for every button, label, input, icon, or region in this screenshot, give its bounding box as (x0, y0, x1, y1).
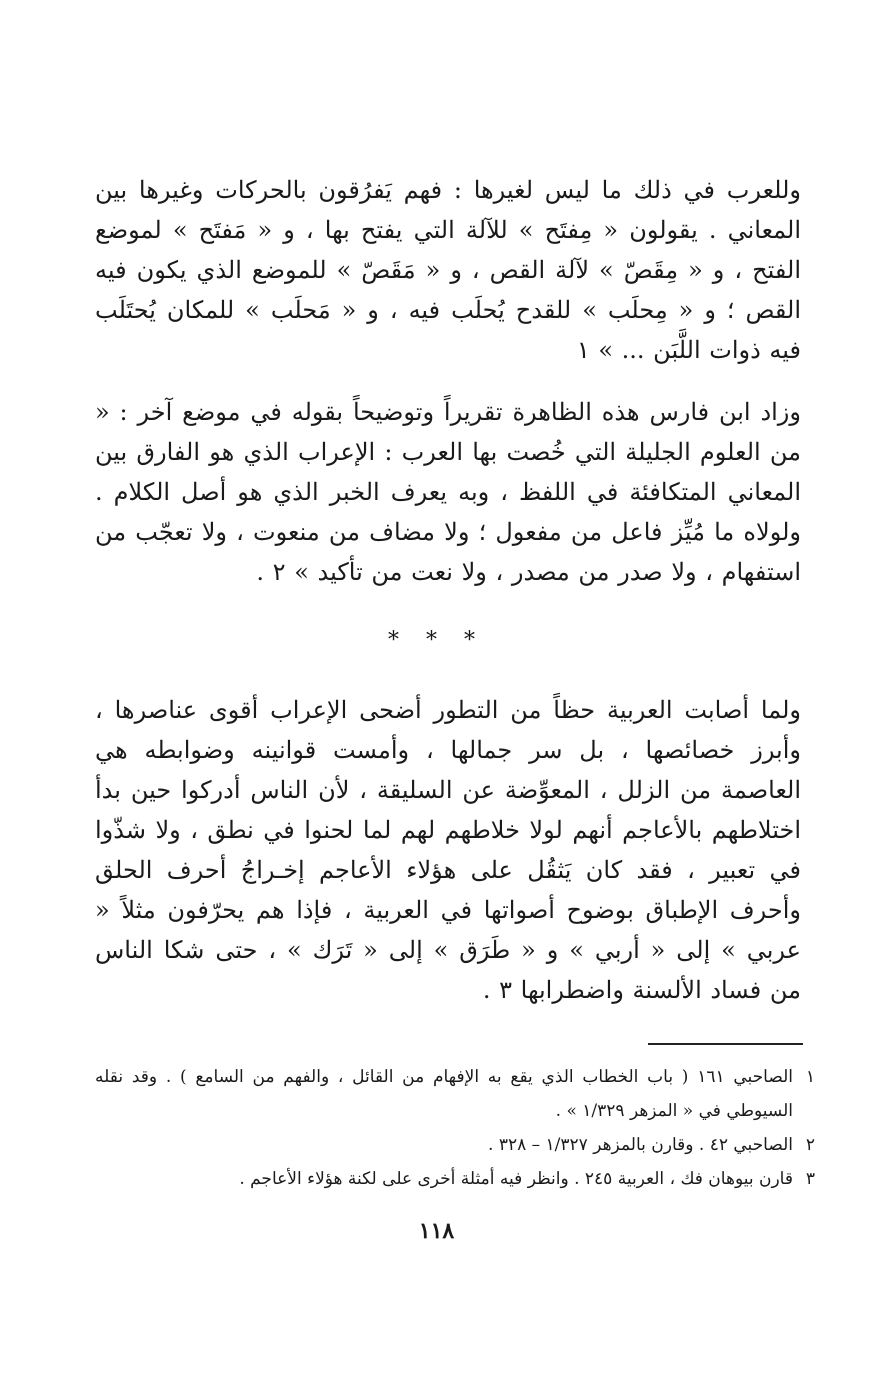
paragraph-2: وزاد ابن فارس هذه الظاهرة تقريراً وتوضيحاً بقوله في موضع آخر : « من العلوم الجليلة التي خُصت بها العرب : الإعراب الذي هو الفارق بين المعاني المتكافئة في اللفظ ، وبه يعرف الخبر الذي هو أصل الكلام . ولولاه ما مُيِّز فاعل من مفعول ؛ ولا مضاف من منعوت ، ولا تعجّب من استفهام ، ولا صدر من مصدر ، ولا نعت من تأكيد » ٢ . (95, 398, 801, 586)
footnote-number: ٢ (805, 1135, 815, 1155)
footnote-2 (95, 1128, 815, 1162)
footnote-number: ١ (805, 1067, 815, 1087)
footnote-text: الصاحبي ٤٢ . وقارن بالمزهر ١/٣٢٧ – ٣٢٨ . (488, 1135, 793, 1155)
paragraph-1: وللعرب في ذلك ما ليس لغيرها : فهم يَفرُقون بالحركات وغيرها بين المعاني . يقولون « مِفتَح » للآلة التي يفتح بها ، و « مَفتَح » لموضع الفتح ، و « مِقَصّ » لآلة القص ، و « مَقَصّ » للموضع الذي يكون فيه القص ؛ و « مِحلَب » للقدح يُحلَب فيه ، و « مَحلَب » للمكان يُحتَلَب فيه ذوات اللَّبَن ... » ١ (95, 176, 801, 364)
paragraph-3: ولما أصابت العربية حظاً من التطور أضحى الإعراب أقوى عناصرها ، وأبرز خصائصها ، بل سر جمالها ، وأمست قوانينه وضوابطه هي العاصمة من الزلل ، المعوِّضة عن السليقة ، لأن الناس أدركوا حين بدأ اختلاطهم بالأعاجم أنهم لولا خلاطهم لهم لما لحنوا في نطق ، ولا شذّوا في تعبير ، فقد كان يَثقُل على هؤلاء الأعاجم إخـراجُ أحرف الحلق وأحرف الإطباق بوضوح أصواتها في العربية ، فإذا هم يحرّفون مثلاً « عربي » إلى « أربي » و « طَرَق » إلى « تَرَك » ، حتى شكا الناس من فساد الألسنة واضطرابها ٣ . (95, 696, 801, 1004)
footnote-3 (95, 1162, 815, 1196)
footnote-text: الصاحبي ١٦١ ( باب الخطاب الذي يقع به الإفهام من القائل ، والفهم من السامع ) . وقد نقله السيوطي في « المزهر ١/٣٢٩ » . (95, 1067, 793, 1121)
footnotes (95, 1060, 815, 1196)
footnote-text: قارن بيوهان فك ، العربية ٢٤٥ . وانظر فيه أمثلة أخرى على لكنة هؤلاء الأعاجم . (239, 1169, 793, 1189)
footnote-1 (95, 1060, 815, 1128)
section-separator: * * * (388, 628, 485, 653)
footnote-divider (648, 1043, 803, 1045)
footnote-number: ٣ (805, 1169, 815, 1189)
page-number: ١١٨ (418, 1218, 455, 1244)
